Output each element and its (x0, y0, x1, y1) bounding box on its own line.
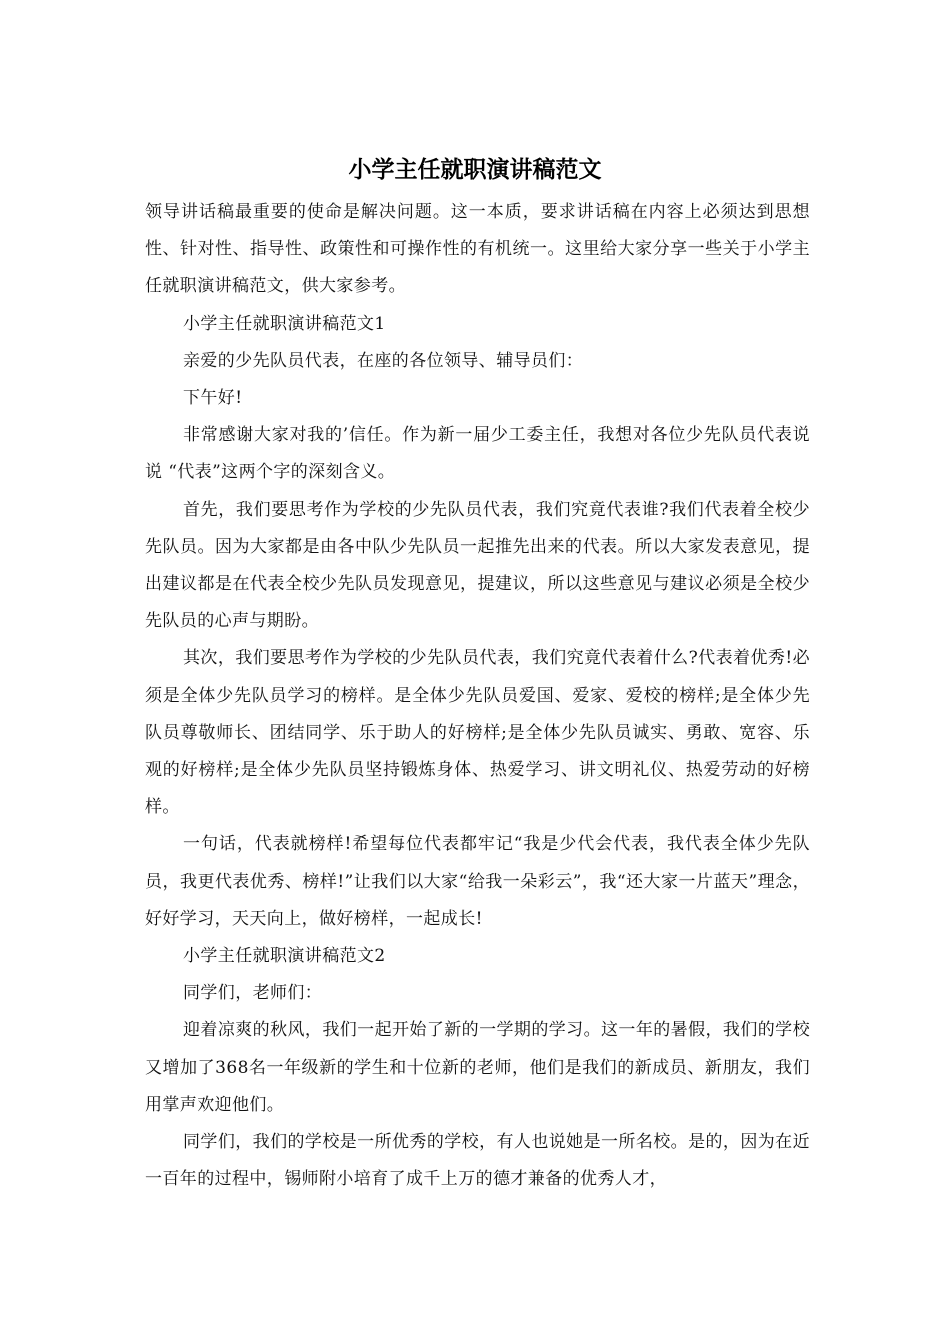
salutation-1: 亲爱的少先队员代表，在座的各位领导、辅导员们： (183, 350, 584, 371)
body-paragraph: 非常感谢大家对我的’信任。作为新一届少工委主任，我想对各位少先队员代表说说 “代表”这两个字的深刻含义。 (145, 425, 810, 483)
body-paragraph: 首先，我们要思考作为学校的少先队员代表，我们究竟代表谁?我们代表着全校少先队员。因为大家都是由各中队少先队员一起推先出来的代表。所以大家发表意见，提出建议都是在代表全校少先队员发现意见，提建议，所以这些意见与建议必须是全校少先队员的心声与期盼。 (145, 499, 810, 632)
body-paragraph: 同学们，我们的学校是一所优秀的学校，有人也说她是一所名校。是的，因为在近一百年的过程中，锡师附小培育了成千上万的德才兼备的优秀人才， (145, 1132, 810, 1190)
greeting: 下午好! (183, 388, 243, 409)
section-heading-2: 小学主任就职演讲稿范文2 (183, 946, 386, 967)
body-paragraph: 其次，我们要思考作为学校的少先队员代表，我们究竟代表着什么?代表着优秀!必须是全体少先队员学习的榜样。是全体少先队员爱国、爱家、爱校的榜样;是全体少先队员尊敬师长、团结同学、乐于助人的好榜样;是全体少先队员诚实、勇敢、宽容、乐观的好榜样;是全体少先队员坚持锻炼身体、热爱学习、讲文明礼仪、热爱劳动的好榜样。 (145, 648, 810, 818)
body-paragraph: 迎着凉爽的秋风，我们一起开始了新的一学期的学习。这一年的暑假，我们的学校又增加了368名一年级新的学生和十位新的老师，他们是我们的新成员、新朋友，我们用掌声欢迎他们。 (145, 1020, 810, 1115)
document-body (145, 194, 810, 1198)
intro-paragraph: 领导讲话稿最重要的使命是解决问题。这一本质，要求讲话稿在内容上必须达到思想性、针对性、指导性、政策性和可操作性的有机统一。这里给大家分享一些关于小学主任就职演讲稿范文，供大家参考。 (145, 202, 810, 297)
salutation-2: 同学们，老师们： (183, 983, 323, 1004)
document-title: 小学主任就职演讲稿范文 (348, 157, 602, 183)
body-paragraph: 一句话，代表就榜样!希望每位代表都牢记“我是少代会代表，我代表全体少先队员，我更代表优秀、榜样!”让我们以大家“给我一朵彩云”，我“还大家一片蓝天”理念，好好学习，天天向上，做好榜样，一起成长! (145, 834, 810, 929)
section-heading-1: 小学主任就职演讲稿范文1 (183, 313, 386, 334)
